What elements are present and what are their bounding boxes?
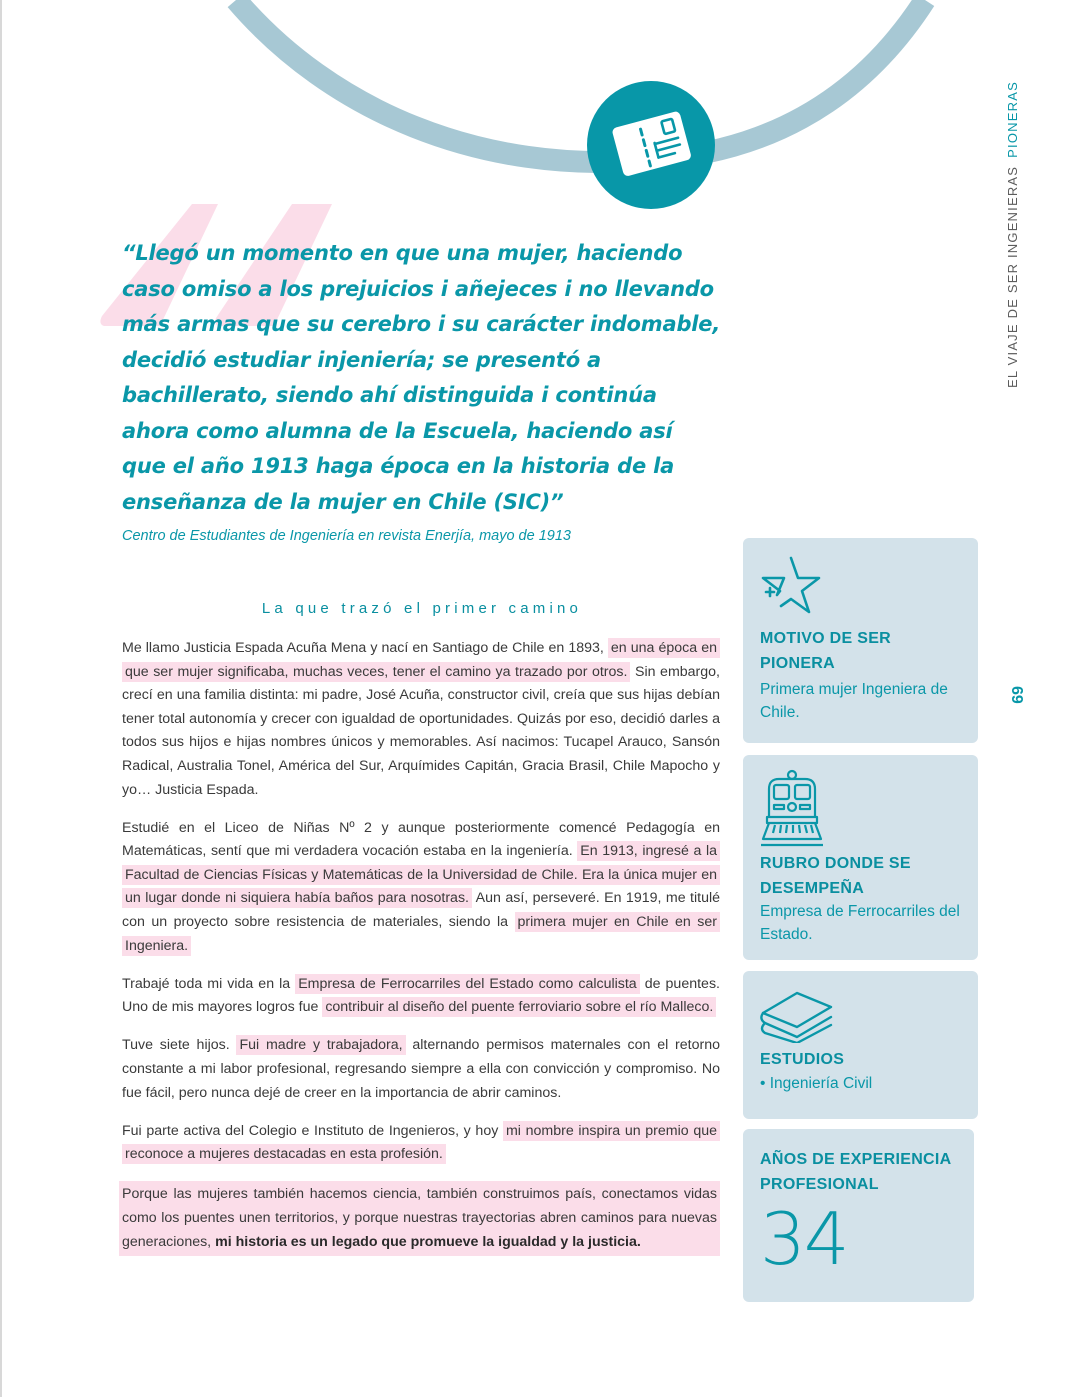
years-experience-value: 34 (760, 1197, 848, 1281)
paragraph: Fui parte activa del Colegio e Instituto de Ingenieros, y hoy mi nombre inspira un premio que reconoce a mujeres destacadas en esta profesión. (122, 1120, 720, 1167)
quote-line: enseñanza de la mujer en Chile (SIC)” (122, 489, 564, 514)
highlight: Empresa de Ferrocarriles del Estado como calculista (295, 974, 640, 994)
card-title: MOTIVO DE SER PIONERA (760, 630, 892, 672)
books-icon (759, 987, 835, 1043)
pull-quote (122, 236, 732, 520)
info-card-motivo (743, 538, 978, 743)
quote-line: “Llegó un momento en que una mujer, haciendo (122, 241, 683, 265)
section-title-vertical: PIONERAS (1005, 81, 1020, 158)
closing-statement: mi historia es un legado que promueve la igualdad y la justicia. (215, 1233, 641, 1250)
quote-source: Centro de Estudiantes de Ingeniería en revista Enerjía, mayo de 1913 (122, 528, 571, 544)
postcard-icon (587, 81, 715, 209)
paragraph-highlighted: Porque las mujeres también hacemos ciencia, también construimos país, conectamos vidas como los puentes unen territorios, y porque nuestras trayectorias abren caminos para nuevas generaciones, mi historia es un legado que promueve la igualdad y la justicia. (119, 1181, 720, 1256)
running-header (1002, 81, 1024, 388)
highlight: primera mujer en Chile en ser Ingeniera. (122, 912, 720, 956)
article-title: La que trazó el primer camino (261, 600, 583, 617)
article-body (122, 637, 720, 1271)
quote-line: bachillerato, siendo ahí distinguida i continúa (122, 383, 657, 407)
postcard-badge (587, 81, 715, 209)
page-number: 69 (1008, 686, 1025, 704)
card-title: ESTUDIOS (760, 1051, 845, 1068)
card-title: RUBRO DONDE SE DESEMPEÑA (760, 855, 911, 897)
decorative-ring (0, 0, 1080, 220)
card-value: • Ingeniería Civil (760, 1075, 873, 1092)
quote-line: caso omiso a los prejuicios i añejeces i no llevando (122, 276, 714, 301)
quote-line: que el año 1913 haga época en la historia de la (122, 454, 675, 478)
card-value: Empresa de Ferrocarriles del Estado. (760, 903, 960, 943)
paragraph: Tuve siete hijos. Fui madre y trabajadora, alternando permisos maternales con el retorno constante a mi labor profesional, regresando siempre a ella con convicción y compromiso. No fue fácil, pero nunca dejé de creer en la importancia de abrir caminos. (122, 1037, 720, 1101)
highlight: En 1913, ingresé a la Facultad de Ciencias Físicas y Matemáticas de la Universidad de Chile. Era la única mujer en un lugar donde ni siquiera había baños para nosotras. (122, 841, 720, 908)
card-title: AÑOS DE EXPERIENCIA PROFESIONAL (760, 1151, 951, 1193)
info-card-experiencia (743, 1129, 974, 1302)
highlight: mi nombre inspira un premio que reconoce a mujeres destacadas en esta profesión. (122, 1121, 720, 1165)
paragraph: Trabajé toda mi vida en la Empresa de Ferrocarriles del Estado como calculista de puentes. Uno de mis mayores logros fue contribuir al diseño del puente ferroviario sobre el río Malleco. (122, 975, 720, 1016)
highlight: contribuir al diseño del puente ferroviario sobre el río Malleco. (322, 997, 716, 1017)
star-icon (759, 554, 823, 618)
series-title: EL VIAJE DE SER INGENIERAS (1005, 165, 1020, 388)
train-icon (759, 769, 825, 847)
highlight: Fui madre y trabajadora, (236, 1035, 405, 1055)
quote-line: más armas que su cerebro i su carácter indomable, (122, 312, 721, 336)
paragraph: Me llamo Justicia Espada Acuña Mena y nací en Santiago de Chile en 1893, en una época en que ser mujer significaba, muchas veces, tener el camino ya trazado por otros. Sin embargo, crecí en una familia distinta: mi padre, José Acuña, constructor civil, creía que sus hijas debían tener total autonomía y crecer con igualdad de oportunidades. Quizás por eso, decidió darles a todos sus hijos e hijas nombres únicos y memorables. Así nacimos: Tucapel Arauco, Sansón Radical, Australia Tonel, América del Sur, Arquímides Capitán, Gracia Brasil, Chile Mapocho y yo… Justicia Espada. (122, 640, 720, 798)
highlight: en una época en que ser mujer significaba, muchas veces, tener el camino ya trazado por otros. (122, 638, 720, 682)
card-value: Primera mujer Ingeniera de Chile. (760, 681, 948, 721)
paragraph: Estudié en el Liceo de Niñas Nº 2 y aunque posteriormente comencé Pedagogía en Matemáticas, sentí que mi verdadera vocación estaba en la ingeniería. En 1913, ingresé a la Facultad de Ciencias Físicas y Matemáticas de la Universidad de Chile. Era la única mujer en un lugar donde ni siquiera había baños para nosotras. Aun así, perseveré. En 1919, me titulé con un proyecto sobre resistencia de materiales, siendo la primera mujer en Chile en ser Ingeniera. (122, 819, 721, 954)
quote-line: decidió estudiar injeniería; se presentó a (122, 347, 602, 372)
info-card-rubro (743, 755, 978, 960)
info-card-estudios (743, 971, 978, 1119)
quote-line: ahora como alumna de la Escuela, haciendo así (122, 418, 673, 443)
